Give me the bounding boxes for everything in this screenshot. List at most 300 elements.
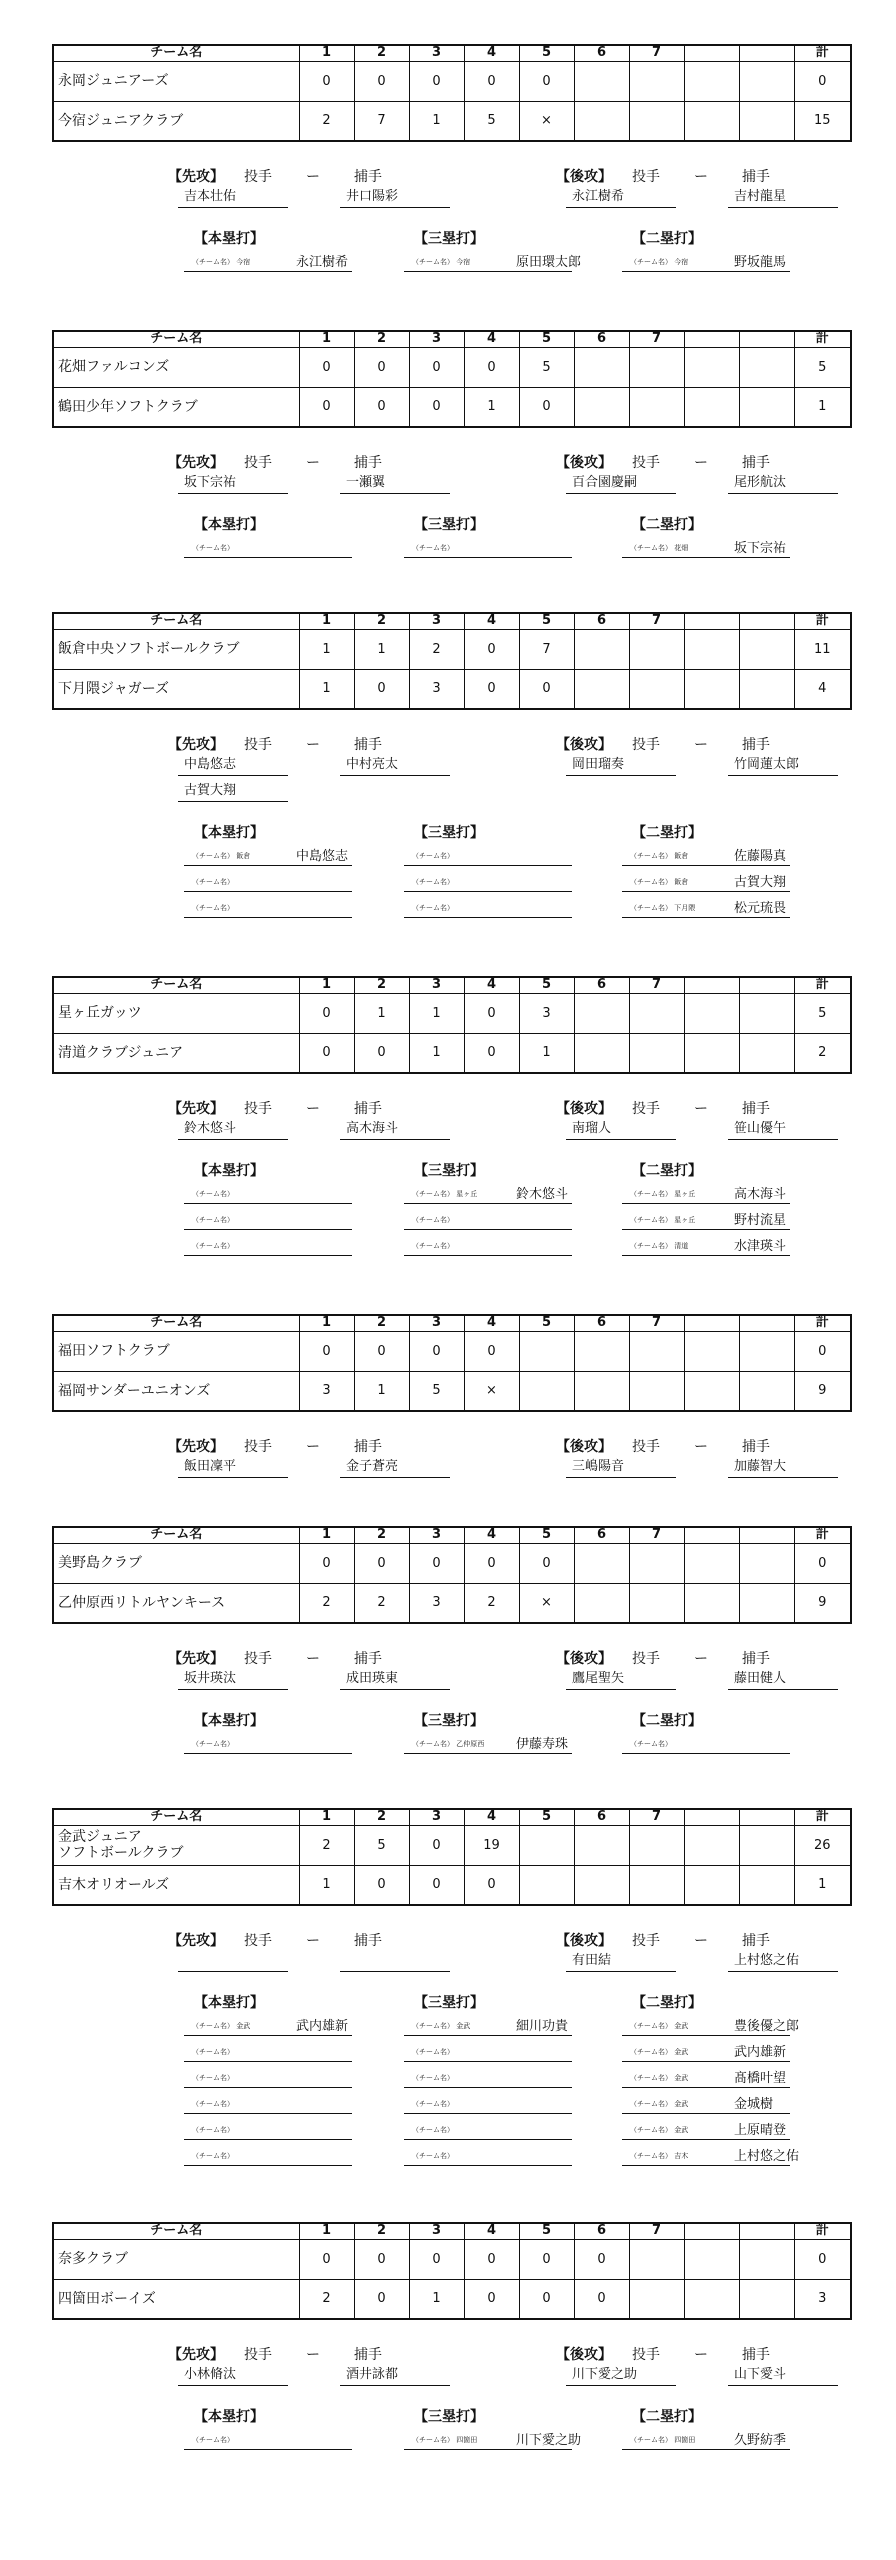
inning-score: 0 [574, 2279, 629, 2319]
inning-score: 7 [354, 101, 409, 141]
triple-entry [404, 2012, 572, 2036]
inning-score [574, 993, 629, 1033]
inning-score [574, 387, 629, 427]
inning-score: 0 [519, 61, 574, 101]
inning-header [739, 1315, 794, 1331]
pitcher-name: 中島悠志 [178, 756, 288, 776]
player-name: 武内雄新 [734, 2045, 787, 2060]
inning-score [684, 1865, 739, 1905]
total-score: 26 [794, 1825, 851, 1865]
pitcher-label: 投手 [244, 737, 272, 753]
inning-score: 0 [519, 2239, 574, 2279]
inning-score [629, 1865, 684, 1905]
team-placeholder: （チーム名） 四箇田 [630, 2436, 696, 2444]
total-header: 計 [794, 977, 851, 993]
catcher-label: 捕手 [354, 2347, 382, 2363]
inning-header: 2 [354, 977, 409, 993]
inning-score: 1 [409, 1033, 464, 1073]
inning-score: × [519, 1583, 574, 1623]
inning-header: 5 [519, 1527, 574, 1543]
triple-entry [404, 2038, 572, 2062]
team-placeholder: （チーム名） [192, 2126, 234, 2134]
team-placeholder: （チーム名） 飯倉 [630, 878, 689, 886]
double-entry [622, 2064, 790, 2088]
homerun-label: 【本塁打】 [194, 1713, 264, 1729]
inning-score [574, 347, 629, 387]
inning-score [519, 1865, 574, 1905]
inning-score: 0 [299, 387, 354, 427]
battery-side-label: 【先攻】 [168, 455, 224, 471]
table-row [53, 1371, 851, 1411]
pitcher-label: 投手 [632, 737, 660, 753]
team-placeholder: （チーム名） 今宿 [192, 258, 251, 266]
player-name: 原田環太郎 [516, 255, 582, 270]
inning-header: 2 [354, 2223, 409, 2239]
triple-label: 【三塁打】 [414, 1163, 484, 1179]
team-placeholder: （チーム名） 下月隈 [630, 904, 696, 912]
inning-header: 2 [354, 1315, 409, 1331]
inning-score [684, 2279, 739, 2319]
inning-score [629, 1331, 684, 1371]
inning-score: 5 [464, 101, 519, 141]
dash-label: ー [306, 1101, 320, 1117]
table-header-row [53, 1315, 851, 1331]
inning-score [629, 101, 684, 141]
inning-score: 0 [464, 61, 519, 101]
pitcher-name: 三嶋陽音 [566, 1458, 676, 1478]
double-entry [622, 1232, 790, 1256]
inning-score [684, 101, 739, 141]
catcher-name: 一瀬翼 [340, 474, 450, 494]
team-placeholder: （チーム名） 飯倉 [192, 852, 251, 860]
inning-header: 1 [299, 977, 354, 993]
inning-header [684, 613, 739, 629]
battery-side-label: 【後攻】 [556, 1439, 612, 1455]
pitcher-name: 川下愛之助 [566, 2366, 676, 2386]
catcher-name: 笹山優午 [728, 1120, 838, 1140]
double-entry [622, 894, 790, 918]
inning-score: 0 [354, 1543, 409, 1583]
inning-score [574, 101, 629, 141]
inning-score [739, 347, 794, 387]
total-header: 計 [794, 1809, 851, 1825]
pitcher-label: 投手 [244, 1933, 272, 1949]
pitcher-name: 岡田瑠奏 [566, 756, 676, 776]
pitcher-label: 投手 [632, 2347, 660, 2363]
player-name: 坂下宗祐 [734, 541, 787, 556]
catcher-label: 捕手 [742, 1439, 770, 1455]
catcher-name: 井口陽彩 [340, 188, 450, 208]
inning-score [739, 2239, 794, 2279]
inning-score: 2 [299, 2279, 354, 2319]
inning-score: 0 [299, 1033, 354, 1073]
inning-score: 0 [519, 2279, 574, 2319]
inning-header [739, 1527, 794, 1543]
inning-score: 1 [409, 101, 464, 141]
team-name: 清道クラブジュニア [53, 1033, 299, 1073]
double-entry [622, 2038, 790, 2062]
double-label: 【二塁打】 [632, 1995, 702, 2011]
battery-side-label: 【先攻】 [168, 1439, 224, 1455]
table-row [53, 1583, 851, 1623]
team-placeholder: （チーム名） [192, 878, 234, 886]
homerun-entry [184, 1232, 352, 1256]
triple-label: 【三塁打】 [414, 517, 484, 533]
inning-score: 0 [354, 347, 409, 387]
pitcher-label: 投手 [244, 455, 272, 471]
score-table [52, 1314, 852, 1412]
inning-header: 7 [629, 331, 684, 347]
catcher-label: 捕手 [354, 169, 382, 185]
inning-score [629, 61, 684, 101]
total-score: 0 [794, 1543, 851, 1583]
pitcher-label: 投手 [244, 2347, 272, 2363]
player-name: 上原晴登 [734, 2123, 787, 2138]
inning-score [629, 629, 684, 669]
team-placeholder: （チーム名） [412, 544, 454, 552]
triple-entry [404, 248, 582, 272]
total-score: 0 [794, 61, 851, 101]
inning-score [629, 993, 684, 1033]
inning-score [629, 1825, 684, 1865]
team-name: 金武ジュニア ソフトボールクラブ [53, 1825, 299, 1865]
team-name: 花畑ファルコンズ [53, 347, 299, 387]
pitcher-label: 投手 [244, 1101, 272, 1117]
table-row [53, 2279, 851, 2319]
inning-score [629, 1583, 684, 1623]
catcher-label: 捕手 [742, 1933, 770, 1949]
inning-header: 6 [574, 331, 629, 347]
table-header-row [53, 1809, 851, 1825]
total-score: 9 [794, 1583, 851, 1623]
inning-score: 1 [464, 387, 519, 427]
player-name: 川下愛之助 [516, 2433, 582, 2448]
pitcher-label: 投手 [632, 455, 660, 471]
inning-header: 1 [299, 331, 354, 347]
inning-score: 1 [354, 1371, 409, 1411]
inning-score: 3 [409, 669, 464, 709]
inning-score: 3 [519, 993, 574, 1033]
battery-side-label: 【後攻】 [556, 1101, 612, 1117]
inning-score: 5 [409, 1371, 464, 1411]
homerun-entry [184, 2116, 352, 2140]
dash-label: ー [694, 1933, 708, 1949]
catcher-label: 捕手 [354, 1101, 382, 1117]
player-name: 鈴木悠斗 [516, 1187, 569, 1202]
team-name-header: チーム名 [53, 45, 299, 61]
inning-header: 5 [519, 977, 574, 993]
team-name: 吉木オリオールズ [53, 1865, 299, 1905]
total-score: 15 [794, 101, 851, 141]
team-placeholder: （チーム名） 乙仲原西 [412, 1740, 485, 1748]
inning-score: 0 [464, 629, 519, 669]
double-entry [622, 2012, 800, 2036]
score-table [52, 976, 852, 1074]
team-placeholder: （チーム名） [412, 852, 454, 860]
inning-score [739, 1825, 794, 1865]
catcher-name: 竹岡蓮太郎 [728, 756, 838, 776]
battery-side-label: 【後攻】 [556, 737, 612, 753]
homerun-entry [184, 2064, 352, 2088]
triple-label: 【三塁打】 [414, 825, 484, 841]
table-row [53, 669, 851, 709]
inning-score [574, 61, 629, 101]
score-table [52, 1808, 852, 1906]
inning-score [629, 387, 684, 427]
inning-score: 0 [354, 61, 409, 101]
inning-score: 0 [464, 669, 519, 709]
player-name: 古賀大翔 [734, 875, 787, 890]
inning-score [684, 993, 739, 1033]
inning-header: 3 [409, 45, 464, 61]
team-placeholder: （チーム名） 金武 [630, 2074, 689, 2082]
inning-score: 0 [464, 1543, 519, 1583]
inning-header: 7 [629, 1809, 684, 1825]
inning-header [684, 1809, 739, 1825]
player-name: 野坂龍馬 [734, 255, 787, 270]
player-name: 豊後優之郎 [734, 2019, 800, 2034]
inning-header: 2 [354, 1809, 409, 1825]
homerun-entry [184, 842, 352, 866]
inning-score: 5 [354, 1825, 409, 1865]
team-placeholder: （チーム名） [192, 1242, 234, 1250]
inning-header: 7 [629, 977, 684, 993]
table-header-row [53, 1527, 851, 1543]
dash-label: ー [694, 455, 708, 471]
total-header: 計 [794, 2223, 851, 2239]
inning-score [519, 1371, 574, 1411]
catcher-label: 捕手 [742, 737, 770, 753]
inning-header: 5 [519, 2223, 574, 2239]
double-entry [622, 1206, 790, 1230]
pitcher-label: 投手 [244, 1651, 272, 1667]
battery-side-label: 【後攻】 [556, 169, 612, 185]
inning-score: 2 [409, 629, 464, 669]
pitcher-name: 小林脩汰 [178, 2366, 288, 2386]
dash-label: ー [694, 169, 708, 185]
team-name: 四箇田ボーイズ [53, 2279, 299, 2319]
inning-score [684, 1371, 739, 1411]
inning-score [739, 101, 794, 141]
inning-header: 5 [519, 45, 574, 61]
inning-header: 1 [299, 1527, 354, 1543]
total-header: 計 [794, 613, 851, 629]
inning-score: 0 [354, 387, 409, 427]
total-score: 5 [794, 347, 851, 387]
team-placeholder: （チーム名） [192, 1740, 234, 1748]
team-name-header: チーム名 [53, 1315, 299, 1331]
table-header-row [53, 613, 851, 629]
inning-score [739, 993, 794, 1033]
inning-header: 3 [409, 331, 464, 347]
table-header-row [53, 977, 851, 993]
inning-score [519, 1331, 574, 1371]
pitcher-label: 投手 [632, 1101, 660, 1117]
team-placeholder: （チーム名） [412, 878, 454, 886]
homerun-label: 【本塁打】 [194, 1995, 264, 2011]
inning-score: 1 [299, 1865, 354, 1905]
team-name-header: チーム名 [53, 2223, 299, 2239]
inning-score: 0 [409, 1543, 464, 1583]
inning-header: 3 [409, 1315, 464, 1331]
battery-side-label: 【先攻】 [168, 737, 224, 753]
inning-header: 7 [629, 1315, 684, 1331]
pitcher-name: 鈴木悠斗 [178, 1120, 288, 1140]
inning-score [629, 2279, 684, 2319]
inning-score: 7 [519, 629, 574, 669]
pitcher-label: 投手 [632, 1933, 660, 1949]
pitcher-name [178, 1952, 288, 1972]
inning-header [739, 1809, 794, 1825]
homerun-entry [184, 2426, 352, 2450]
inning-score [684, 1331, 739, 1371]
double-label: 【二塁打】 [632, 825, 702, 841]
player-name: 伊藤寿珠 [516, 1737, 569, 1752]
inning-score: 0 [354, 1331, 409, 1371]
team-name: 星ヶ丘ガッツ [53, 993, 299, 1033]
inning-score: 2 [354, 1583, 409, 1623]
team-placeholder: （チーム名） 星ヶ丘 [630, 1216, 696, 1224]
inning-score [574, 669, 629, 709]
team-placeholder: （チーム名） 金武 [630, 2100, 689, 2108]
inning-score [739, 2279, 794, 2319]
homerun-entry [184, 894, 352, 918]
inning-score: 0 [299, 993, 354, 1033]
pitcher-label: 投手 [632, 169, 660, 185]
inning-score [739, 387, 794, 427]
homerun-label: 【本塁打】 [194, 517, 264, 533]
battery-side-label: 【先攻】 [168, 169, 224, 185]
inning-score: 0 [519, 669, 574, 709]
pitcher-label: 投手 [632, 1651, 660, 1667]
battery-side-label: 【先攻】 [168, 1651, 224, 1667]
homerun-entry [184, 1730, 352, 1754]
inning-score [629, 669, 684, 709]
inning-score: 0 [299, 61, 354, 101]
inning-header: 6 [574, 2223, 629, 2239]
team-name: 鶴田少年ソフトクラブ [53, 387, 299, 427]
battery-side-label: 【後攻】 [556, 455, 612, 471]
team-placeholder: （チーム名） 金武 [192, 2022, 251, 2030]
catcher-name: 金子蒼亮 [340, 1458, 450, 1478]
triple-entry [404, 2116, 572, 2140]
inning-score: 0 [299, 347, 354, 387]
team-name: 乙仲原西リトルヤンキース [53, 1583, 299, 1623]
catcher-label: 捕手 [742, 455, 770, 471]
total-score: 3 [794, 2279, 851, 2319]
inning-header: 1 [299, 613, 354, 629]
inning-score [739, 1543, 794, 1583]
inning-score: 0 [464, 1331, 519, 1371]
team-name: 飯倉中央ソフトボールクラブ [53, 629, 299, 669]
total-score: 11 [794, 629, 851, 669]
inning-header: 7 [629, 613, 684, 629]
inning-score [739, 1033, 794, 1073]
inning-score: 2 [299, 101, 354, 141]
team-placeholder: （チーム名） [192, 2152, 234, 2160]
dash-label: ー [306, 455, 320, 471]
catcher-label: 捕手 [354, 455, 382, 471]
homerun-entry [184, 2038, 352, 2062]
inning-score: 0 [519, 1543, 574, 1583]
catcher-name [340, 1952, 450, 1972]
catcher-label: 捕手 [354, 1933, 382, 1949]
score-table [52, 330, 852, 428]
team-placeholder: （チーム名） 金武 [630, 2048, 689, 2056]
inning-score: 2 [464, 1583, 519, 1623]
team-placeholder: （チーム名） 星ヶ丘 [412, 1190, 478, 1198]
inning-header [684, 45, 739, 61]
total-header: 計 [794, 331, 851, 347]
double-label: 【二塁打】 [632, 517, 702, 533]
homerun-entry [184, 2142, 352, 2166]
inning-header: 5 [519, 613, 574, 629]
team-placeholder: （チーム名） [192, 2436, 234, 2444]
pitcher-name: 飯田凜平 [178, 1458, 288, 1478]
catcher-name: 成田瑛東 [340, 1670, 450, 1690]
inning-score [684, 387, 739, 427]
dash-label: ー [306, 1933, 320, 1949]
battery-side-label: 【後攻】 [556, 1933, 612, 1949]
inning-score: 0 [464, 2239, 519, 2279]
triple-entry [404, 2426, 582, 2450]
triple-label: 【三塁打】 [414, 1713, 484, 1729]
battery-side-label: 【先攻】 [168, 1101, 224, 1117]
double-label: 【二塁打】 [632, 1713, 702, 1729]
homerun-entry [184, 1206, 352, 1230]
double-entry [622, 2116, 790, 2140]
dash-label: ー [306, 1439, 320, 1455]
inning-score: 0 [354, 1033, 409, 1073]
inning-score: 0 [299, 1543, 354, 1583]
inning-score [574, 1583, 629, 1623]
inning-score [684, 61, 739, 101]
inning-score: 0 [409, 61, 464, 101]
inning-header [739, 977, 794, 993]
total-score: 1 [794, 387, 851, 427]
inning-score: 0 [464, 2279, 519, 2319]
double-label: 【二塁打】 [632, 2409, 702, 2425]
inning-header [739, 2223, 794, 2239]
catcher-name: 加藤智大 [728, 1458, 838, 1478]
team-placeholder: （チーム名） [412, 2100, 454, 2108]
pitcher-label: 投手 [244, 1439, 272, 1455]
homerun-entry [184, 1180, 352, 1204]
team-placeholder: （チーム名） [192, 2100, 234, 2108]
total-score: 9 [794, 1371, 851, 1411]
inning-score: 1 [409, 2279, 464, 2319]
battery-side-label: 【後攻】 [556, 2347, 612, 2363]
inning-score: 2 [299, 1583, 354, 1623]
inning-score: 0 [409, 1331, 464, 1371]
inning-header: 1 [299, 1315, 354, 1331]
double-entry [622, 1180, 790, 1204]
inning-header [684, 331, 739, 347]
team-placeholder: （チーム名） 金武 [412, 2022, 471, 2030]
total-score: 0 [794, 2239, 851, 2279]
inning-score: 1 [354, 993, 409, 1033]
catcher-label: 捕手 [742, 1101, 770, 1117]
team-placeholder: （チーム名） [192, 904, 234, 912]
inning-header: 6 [574, 613, 629, 629]
catcher-name: 酒井詠都 [340, 2366, 450, 2386]
inning-score [574, 1033, 629, 1073]
inning-score: 1 [519, 1033, 574, 1073]
inning-header [739, 45, 794, 61]
triple-entry [404, 868, 572, 892]
player-name: 金城樹 [734, 2097, 774, 2112]
inning-score: 5 [519, 347, 574, 387]
